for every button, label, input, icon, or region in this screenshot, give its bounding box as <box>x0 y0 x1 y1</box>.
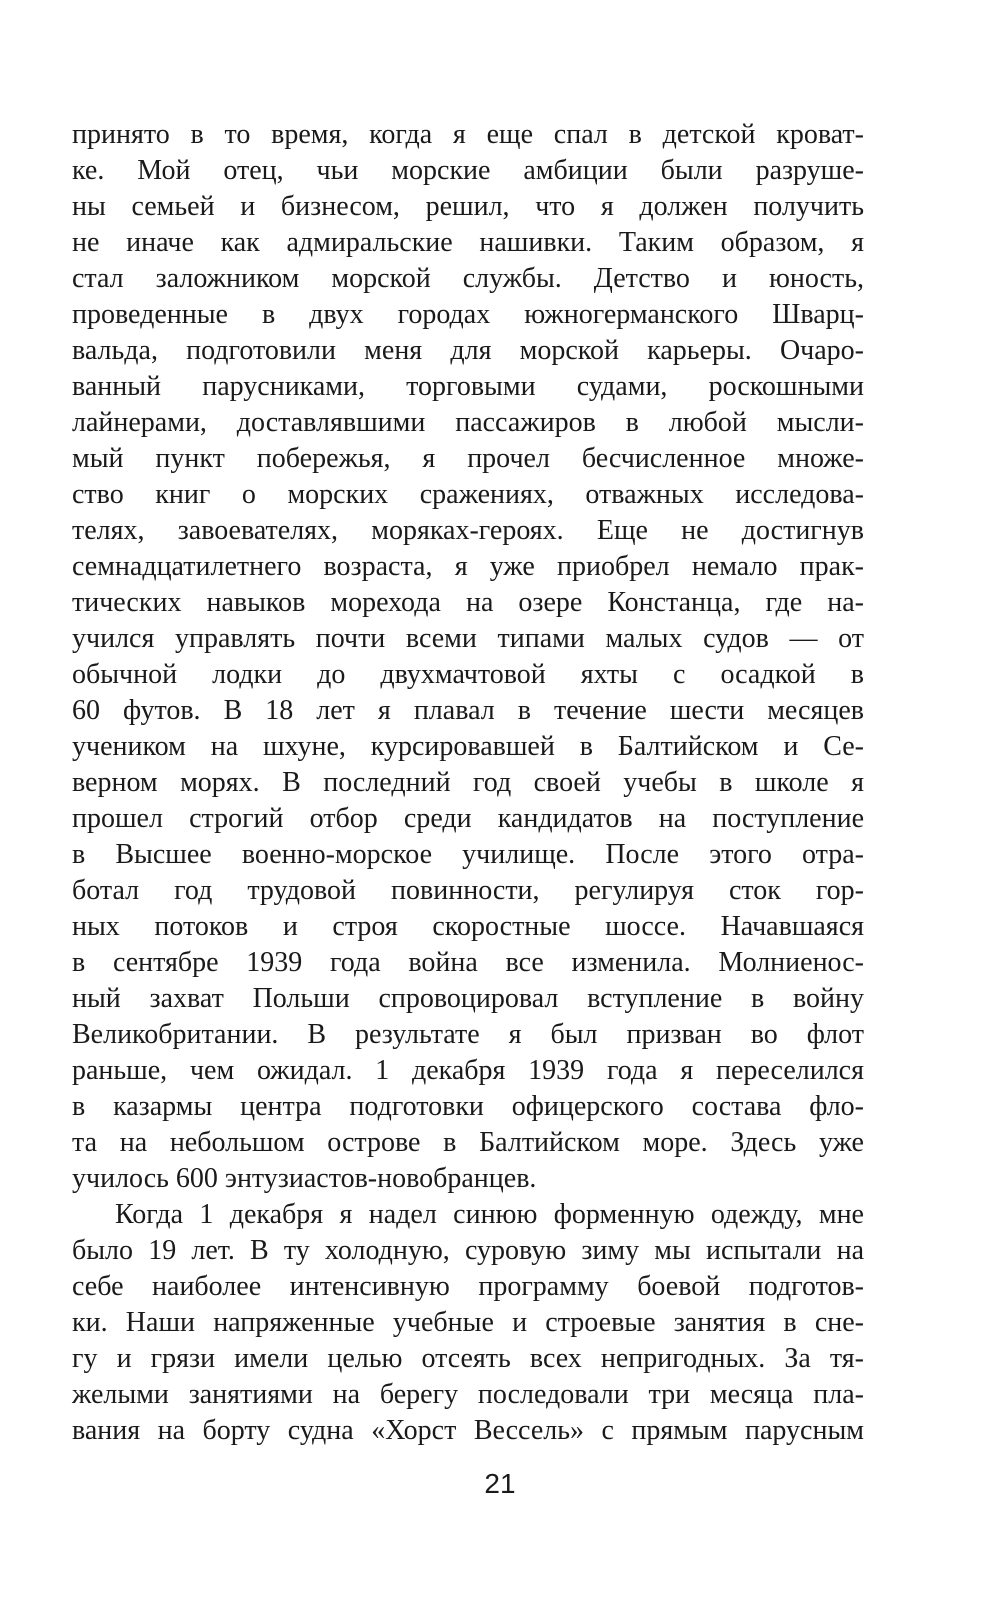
text-line: ных потоков и строя скоростные шоссе. Начавшаяся <box>72 911 864 942</box>
text-line: ке. Мой отец, чьи морские амбиции были разруше- <box>72 155 864 186</box>
text-line: Когда 1 декабря я надел синюю форменную одежду, мне <box>115 1199 864 1230</box>
text-line: вания на борту судна «Хорст Вессель» с прямым парусным <box>72 1415 864 1446</box>
text-line: ны семьей и бизнесом, решил, что я должен получить <box>72 191 864 222</box>
text-line: в Высшее военно-морское училище. После этого отра- <box>72 839 864 870</box>
text-line: семнадцатилетнего возраста, я уже приобрел немало прак- <box>72 551 864 582</box>
text-line: не иначе как адмиральские нашивки. Таким образом, я <box>72 227 864 258</box>
text-line: верном морях. В последний год своей учебы в школе я <box>72 767 864 798</box>
text-line: ство книг о морских сражениях, отважных исследова- <box>72 479 864 510</box>
text-line: в сентябре 1939 года война все изменила. Молниенос- <box>72 947 864 978</box>
text-line: желыми занятиями на берегу последовали три месяца пла- <box>72 1379 864 1410</box>
page-number: 21 <box>484 1468 516 1499</box>
text-line: раньше, чем ожидал. 1 декабря 1939 года я переселился <box>72 1055 864 1086</box>
text-line: ный захват Польши спровоцировал вступление в войну <box>72 983 864 1014</box>
text-line: учеником на шхуне, курсировавшей в Балтийском и Се- <box>72 731 864 762</box>
text-line: училось 600 энтузиастов-новобранцев. <box>72 1163 537 1194</box>
text-line: себе наиболее интенсивную программу боевой подготов- <box>72 1271 864 1302</box>
text-line: учился управлять почти всеми типами малых судов — от <box>72 623 864 654</box>
body-text <box>72 117 864 1449</box>
text-line: та на небольшом острове в Балтийском море. Здесь уже <box>72 1127 864 1158</box>
text-line: 60 футов. В 18 лет я плавал в течение шести месяцев <box>72 695 864 726</box>
text-line: проведенные в двух городах южногерманского Шварц- <box>72 299 864 330</box>
text-line: телях, завоевателях, моряках-героях. Еще не достигнув <box>72 515 864 546</box>
paragraph-1 <box>72 117 864 1197</box>
text-line: мый пункт побережья, я прочел бесчисленное множе- <box>72 443 864 474</box>
text-line: вальда, подготовили меня для морской карьеры. Очаро- <box>72 335 864 366</box>
text-line: обычной лодки до двухмачтовой яхты с осадкой в <box>72 659 864 690</box>
text-line: ки. Наши напряженные учебные и строевые занятия в сне- <box>72 1307 864 1338</box>
text-line: ботал год трудовой повинности, регулируя сток гор- <box>72 875 864 906</box>
text-line: лайнерами, доставлявшими пассажиров в любой мысли- <box>72 407 864 438</box>
text-line: Великобритании. В результате я был призван во флот <box>72 1019 864 1050</box>
text-line: тических навыков морехода на озере Констанца, где на- <box>72 587 864 618</box>
text-line: стал заложником морской службы. Детство и юность, <box>72 263 864 294</box>
text-line: было 19 лет. В ту холодную, суровую зиму мы испытали на <box>72 1235 864 1266</box>
text-line: ванный парусниками, торговыми судами, роскошными <box>72 371 864 402</box>
text-line: принято в то время, когда я еще спал в детской кроват- <box>72 119 864 150</box>
text-line: гу и грязи имели целью отсеять всех непригодных. За тя- <box>72 1343 864 1374</box>
paragraph-2 <box>72 1197 864 1449</box>
text-line: в казармы центра подготовки офицерского состава фло- <box>72 1091 864 1122</box>
text-line: прошел строгий отбор среди кандидатов на поступление <box>72 803 864 834</box>
